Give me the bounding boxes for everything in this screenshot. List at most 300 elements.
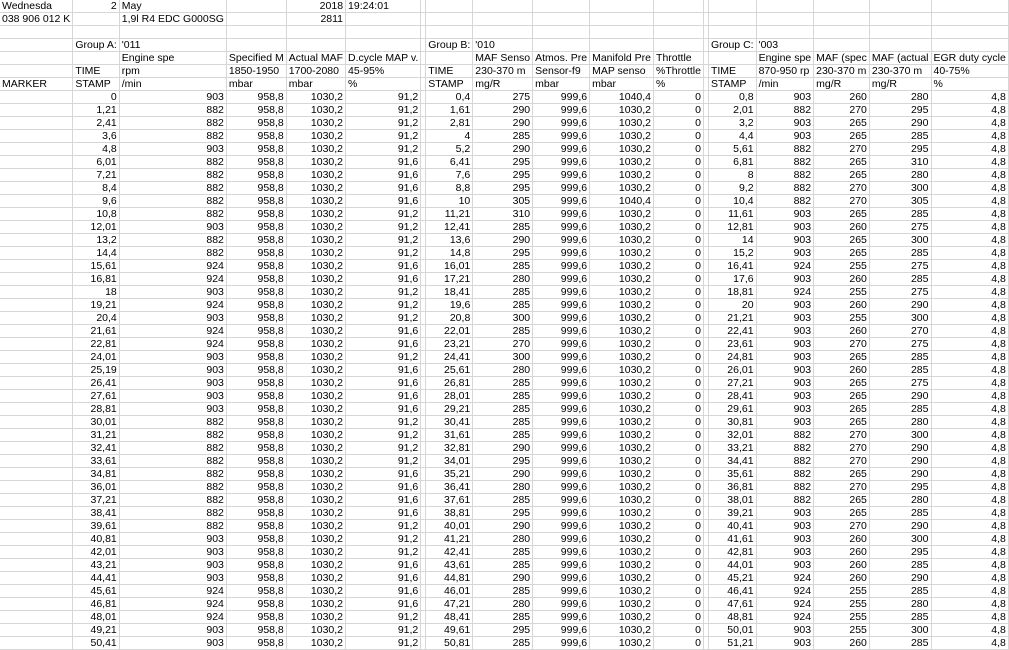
cell[interactable]: Specified M (226, 52, 286, 65)
cell[interactable]: 91,6 (346, 468, 421, 481)
cell[interactable] (0, 481, 73, 494)
cell[interactable]: EGR duty cycle (931, 52, 1008, 65)
cell[interactable] (590, 39, 654, 52)
cell[interactable]: 285 (869, 585, 931, 598)
cell[interactable]: 295 (473, 455, 533, 468)
cell[interactable]: Actual MAF (286, 52, 345, 65)
cell[interactable]: 260 (814, 91, 870, 104)
cell[interactable]: 9,2 (708, 182, 756, 195)
cell[interactable]: 44,81 (426, 572, 473, 585)
cell[interactable]: 275 (869, 221, 931, 234)
cell[interactable]: 0 (73, 91, 119, 104)
cell[interactable]: 50,01 (708, 624, 756, 637)
cell[interactable] (0, 91, 73, 104)
cell[interactable]: 0 (654, 247, 704, 260)
cell[interactable]: 25,19 (73, 364, 119, 377)
cell[interactable] (0, 325, 73, 338)
cell[interactable]: 290 (473, 117, 533, 130)
cell[interactable]: 290 (869, 117, 931, 130)
cell[interactable] (814, 13, 870, 26)
cell[interactable]: 882 (119, 507, 226, 520)
cell[interactable]: 903 (756, 117, 814, 130)
cell[interactable]: 91,6 (346, 273, 421, 286)
cell[interactable]: 882 (119, 481, 226, 494)
cell[interactable]: 91,2 (346, 442, 421, 455)
cell[interactable]: 1030,2 (590, 117, 654, 130)
cell[interactable]: 4,8 (931, 585, 1008, 598)
cell[interactable]: 255 (814, 286, 870, 299)
cell[interactable]: 958,8 (226, 130, 286, 143)
cell[interactable]: 1030,2 (286, 260, 345, 273)
cell[interactable]: 270 (814, 481, 870, 494)
cell[interactable]: 0 (654, 559, 704, 572)
cell[interactable]: 0 (654, 130, 704, 143)
cell[interactable]: 16,81 (73, 273, 119, 286)
cell[interactable]: 31,21 (73, 429, 119, 442)
cell[interactable]: 903 (119, 559, 226, 572)
cell[interactable]: 999,6 (533, 533, 590, 546)
cell[interactable]: 91,2 (346, 286, 421, 299)
cell[interactable]: 18,41 (426, 286, 473, 299)
cell[interactable]: Engine spe (119, 52, 226, 65)
cell[interactable]: 1030,2 (286, 585, 345, 598)
cell[interactable]: 36,81 (708, 481, 756, 494)
cell[interactable] (0, 104, 73, 117)
cell[interactable]: mbar (226, 78, 286, 91)
cell[interactable]: 46,01 (426, 585, 473, 598)
cell[interactable] (0, 585, 73, 598)
cell[interactable]: 33,21 (708, 442, 756, 455)
cell[interactable]: 265 (814, 390, 870, 403)
cell[interactable]: 255 (814, 312, 870, 325)
cell[interactable]: 91,6 (346, 182, 421, 195)
cell[interactable] (0, 273, 73, 286)
cell[interactable]: 300 (869, 429, 931, 442)
cell[interactable]: 958,8 (226, 455, 286, 468)
cell[interactable]: 999,6 (533, 169, 590, 182)
cell[interactable] (0, 26, 73, 39)
cell[interactable] (654, 26, 704, 39)
cell[interactable]: 903 (756, 637, 814, 650)
cell[interactable]: 285 (869, 247, 931, 260)
cell[interactable]: 26,81 (426, 377, 473, 390)
cell[interactable]: 255 (814, 585, 870, 598)
cell[interactable] (0, 143, 73, 156)
cell[interactable] (0, 195, 73, 208)
cell[interactable]: 1030,2 (590, 286, 654, 299)
cell[interactable]: 999,6 (533, 468, 590, 481)
cell[interactable]: 1030,2 (590, 455, 654, 468)
cell[interactable]: 91,6 (346, 572, 421, 585)
cell[interactable] (473, 26, 533, 39)
cell[interactable]: 903 (756, 130, 814, 143)
cell[interactable]: 280 (869, 169, 931, 182)
cell[interactable]: 44,41 (73, 572, 119, 585)
cell[interactable]: 40,01 (426, 520, 473, 533)
cell[interactable]: 999,6 (533, 325, 590, 338)
cell[interactable]: 999,6 (533, 403, 590, 416)
cell[interactable]: 958,8 (226, 494, 286, 507)
cell[interactable]: 91,2 (346, 455, 421, 468)
cell[interactable]: 1030,2 (590, 299, 654, 312)
cell[interactable]: 295 (473, 169, 533, 182)
cell[interactable]: 1030,2 (590, 403, 654, 416)
cell[interactable]: 48,81 (708, 611, 756, 624)
cell[interactable]: 1030,2 (286, 156, 345, 169)
cell[interactable]: 10,4 (708, 195, 756, 208)
cell[interactable]: 265 (814, 117, 870, 130)
cell[interactable]: 285 (473, 637, 533, 650)
cell[interactable]: 265 (814, 377, 870, 390)
cell[interactable]: 46,81 (73, 598, 119, 611)
cell[interactable]: 91,2 (346, 247, 421, 260)
cell[interactable]: 0 (654, 455, 704, 468)
cell[interactable]: 1030,2 (286, 364, 345, 377)
cell[interactable]: 280 (869, 416, 931, 429)
cell[interactable]: 1030,2 (590, 624, 654, 637)
cell[interactable]: 4,8 (931, 468, 1008, 481)
cell[interactable]: 1030,2 (590, 338, 654, 351)
cell[interactable]: 1030,2 (286, 104, 345, 117)
cell[interactable]: 4,8 (931, 416, 1008, 429)
cell[interactable]: 23,61 (708, 338, 756, 351)
cell[interactable]: 1030,2 (590, 546, 654, 559)
cell[interactable]: 265 (814, 169, 870, 182)
cell[interactable]: 11,61 (708, 208, 756, 221)
cell[interactable]: 924 (119, 273, 226, 286)
cell[interactable]: 17,6 (708, 273, 756, 286)
cell[interactable]: 999,6 (533, 520, 590, 533)
cell[interactable]: 882 (119, 520, 226, 533)
cell[interactable]: 1030,2 (286, 390, 345, 403)
cell[interactable]: '011 (119, 39, 226, 52)
cell[interactable]: 882 (119, 195, 226, 208)
cell[interactable]: 275 (869, 338, 931, 351)
cell[interactable] (756, 13, 814, 26)
cell[interactable]: 958,8 (226, 546, 286, 559)
cell[interactable]: 30,01 (73, 416, 119, 429)
cell[interactable]: 924 (119, 598, 226, 611)
cell[interactable] (0, 598, 73, 611)
cell[interactable] (0, 546, 73, 559)
cell[interactable] (0, 364, 73, 377)
cell[interactable]: 924 (119, 338, 226, 351)
cell[interactable]: 903 (756, 91, 814, 104)
cell[interactable]: 265 (814, 247, 870, 260)
cell[interactable]: 39,21 (708, 507, 756, 520)
cell[interactable]: 999,6 (533, 494, 590, 507)
cell[interactable]: 13,6 (426, 234, 473, 247)
cell[interactable]: 0 (654, 195, 704, 208)
cell[interactable]: 280 (869, 598, 931, 611)
cell[interactable]: 882 (119, 208, 226, 221)
cell[interactable]: 1030,2 (286, 208, 345, 221)
cell[interactable]: 91,2 (346, 299, 421, 312)
cell[interactable]: 903 (756, 351, 814, 364)
cell[interactable]: 12,81 (708, 221, 756, 234)
cell[interactable]: 15,2 (708, 247, 756, 260)
cell[interactable]: 19:24:01 (346, 0, 421, 13)
cell[interactable]: 1030,2 (286, 351, 345, 364)
cell[interactable]: 882 (756, 429, 814, 442)
cell[interactable]: 1030,2 (590, 247, 654, 260)
cell[interactable]: 22,01 (426, 325, 473, 338)
cell[interactable]: 0 (654, 312, 704, 325)
cell[interactable]: 49,21 (73, 624, 119, 637)
cell[interactable]: 270 (814, 455, 870, 468)
cell[interactable]: 280 (473, 481, 533, 494)
cell[interactable]: 91,2 (346, 637, 421, 650)
cell[interactable]: 924 (756, 572, 814, 585)
cell[interactable]: 24,01 (73, 351, 119, 364)
cell[interactable]: 903 (119, 286, 226, 299)
cell[interactable]: 882 (756, 195, 814, 208)
cell[interactable] (654, 0, 704, 13)
cell[interactable]: 35,61 (708, 468, 756, 481)
cell[interactable]: 275 (869, 260, 931, 273)
cell[interactable]: 882 (119, 130, 226, 143)
cell[interactable]: 91,6 (346, 494, 421, 507)
cell[interactable]: 91,2 (346, 312, 421, 325)
cell[interactable]: 903 (119, 533, 226, 546)
cell[interactable]: 14,8 (426, 247, 473, 260)
cell[interactable]: 305 (869, 195, 931, 208)
cell[interactable]: 999,6 (533, 624, 590, 637)
cell[interactable]: 4,8 (931, 377, 1008, 390)
cell[interactable]: 0 (654, 585, 704, 598)
cell[interactable]: 1,61 (426, 104, 473, 117)
cell[interactable]: 999,6 (533, 364, 590, 377)
cell[interactable]: 0 (654, 416, 704, 429)
cell[interactable]: 1030,2 (286, 325, 345, 338)
cell[interactable] (0, 117, 73, 130)
cell[interactable] (426, 52, 473, 65)
cell[interactable]: 1030,2 (590, 559, 654, 572)
cell[interactable]: 285 (869, 507, 931, 520)
cell[interactable]: 4,8 (931, 169, 1008, 182)
cell[interactable]: 260 (814, 533, 870, 546)
cell[interactable]: 6,41 (426, 156, 473, 169)
cell[interactable]: 4,8 (931, 312, 1008, 325)
cell[interactable] (0, 611, 73, 624)
cell[interactable]: 0 (654, 481, 704, 494)
cell[interactable]: 36,41 (426, 481, 473, 494)
cell[interactable]: 1030,2 (590, 364, 654, 377)
cell[interactable]: 1040,4 (590, 91, 654, 104)
cell[interactable]: 285 (473, 325, 533, 338)
cell[interactable]: 903 (756, 559, 814, 572)
cell[interactable]: 870-950 rp (756, 65, 814, 78)
cell[interactable]: 91,6 (346, 169, 421, 182)
cell[interactable]: 295 (473, 156, 533, 169)
cell[interactable]: 999,6 (533, 416, 590, 429)
cell[interactable]: 882 (756, 455, 814, 468)
cell[interactable]: 285 (473, 416, 533, 429)
cell[interactable]: 903 (119, 403, 226, 416)
cell[interactable]: 4,8 (931, 520, 1008, 533)
cell[interactable]: 0 (654, 234, 704, 247)
cell[interactable]: 4,8 (931, 546, 1008, 559)
cell[interactable] (0, 507, 73, 520)
cell[interactable]: 260 (814, 546, 870, 559)
cell[interactable]: 1030,2 (286, 559, 345, 572)
cell[interactable]: 1030,2 (590, 208, 654, 221)
cell[interactable]: 91,2 (346, 611, 421, 624)
cell[interactable]: 305 (473, 195, 533, 208)
cell[interactable]: 1030,2 (590, 312, 654, 325)
cell[interactable]: 0 (654, 104, 704, 117)
cell[interactable]: 958,8 (226, 442, 286, 455)
cell[interactable] (426, 0, 473, 13)
cell[interactable]: 999,6 (533, 260, 590, 273)
cell[interactable] (0, 390, 73, 403)
cell[interactable] (119, 26, 226, 39)
cell[interactable]: 4,8 (931, 507, 1008, 520)
cell[interactable] (0, 559, 73, 572)
cell[interactable]: 903 (119, 377, 226, 390)
cell[interactable]: 23,21 (426, 338, 473, 351)
cell[interactable]: 924 (119, 325, 226, 338)
cell[interactable]: 999,6 (533, 156, 590, 169)
cell[interactable]: 260 (814, 559, 870, 572)
cell[interactable]: 903 (119, 637, 226, 650)
cell[interactable]: 0 (654, 468, 704, 481)
cell[interactable]: 24,81 (708, 351, 756, 364)
cell[interactable]: Manifold Pre (590, 52, 654, 65)
cell[interactable]: 958,8 (226, 91, 286, 104)
cell[interactable] (931, 0, 1008, 13)
cell[interactable]: 0 (654, 221, 704, 234)
cell[interactable]: 290 (869, 468, 931, 481)
cell[interactable]: 0 (654, 117, 704, 130)
cell[interactable]: 4,8 (931, 364, 1008, 377)
cell[interactable]: 1030,2 (286, 377, 345, 390)
cell[interactable]: 280 (869, 91, 931, 104)
cell[interactable]: 0 (654, 598, 704, 611)
cell[interactable]: 37,21 (73, 494, 119, 507)
cell[interactable] (473, 0, 533, 13)
cell[interactable] (346, 13, 421, 26)
cell[interactable]: 999,6 (533, 481, 590, 494)
cell[interactable]: 903 (756, 325, 814, 338)
cell[interactable]: 0 (654, 429, 704, 442)
cell[interactable] (0, 338, 73, 351)
cell[interactable]: 20,4 (73, 312, 119, 325)
cell[interactable]: mg/R (869, 78, 931, 91)
cell[interactable]: 19,6 (426, 299, 473, 312)
cell[interactable] (654, 13, 704, 26)
cell[interactable]: STAMP (73, 78, 119, 91)
cell[interactable]: '003 (756, 39, 814, 52)
cell[interactable]: 2018 (286, 0, 345, 13)
cell[interactable]: 27,21 (708, 377, 756, 390)
cell[interactable]: 1030,2 (286, 416, 345, 429)
cell[interactable]: 270 (814, 104, 870, 117)
cell[interactable]: 999,6 (533, 221, 590, 234)
cell[interactable]: 924 (756, 611, 814, 624)
cell[interactable]: 1030,2 (286, 143, 345, 156)
cell[interactable]: 882 (119, 247, 226, 260)
cell[interactable] (0, 299, 73, 312)
cell[interactable]: 300 (869, 182, 931, 195)
cell[interactable]: 4,8 (931, 403, 1008, 416)
cell[interactable]: 999,6 (533, 429, 590, 442)
cell[interactable]: 6,81 (708, 156, 756, 169)
cell[interactable]: 7,6 (426, 169, 473, 182)
cell[interactable]: mg/R (473, 78, 533, 91)
cell[interactable]: 1030,2 (286, 507, 345, 520)
cell[interactable]: 4,8 (931, 325, 1008, 338)
cell[interactable]: TIME (73, 65, 119, 78)
cell[interactable]: 91,6 (346, 156, 421, 169)
cell[interactable]: 91,6 (346, 260, 421, 273)
cell[interactable]: 0,4 (426, 91, 473, 104)
cell[interactable]: 882 (756, 169, 814, 182)
cell[interactable]: 999,6 (533, 208, 590, 221)
cell[interactable]: 48,01 (73, 611, 119, 624)
cell[interactable]: 45-95% (346, 65, 421, 78)
cell[interactable]: 958,8 (226, 325, 286, 338)
cell[interactable]: 958,8 (226, 195, 286, 208)
cell[interactable]: 300 (869, 312, 931, 325)
cell[interactable]: 270 (814, 143, 870, 156)
cell[interactable]: 38,81 (426, 507, 473, 520)
cell[interactable]: 999,6 (533, 455, 590, 468)
cell[interactable]: 999,6 (533, 130, 590, 143)
cell[interactable]: 91,2 (346, 91, 421, 104)
cell[interactable] (708, 52, 756, 65)
cell[interactable]: 882 (119, 169, 226, 182)
cell[interactable]: 999,6 (533, 546, 590, 559)
cell[interactable]: 14,4 (73, 247, 119, 260)
cell[interactable]: 903 (756, 221, 814, 234)
cell[interactable]: MARKER (0, 78, 73, 91)
cell[interactable]: 903 (756, 520, 814, 533)
cell[interactable]: 1,9l R4 EDC G000SG (119, 13, 226, 26)
cell[interactable] (286, 26, 345, 39)
cell[interactable]: 1030,2 (590, 416, 654, 429)
cell[interactable]: 882 (119, 104, 226, 117)
cell[interactable]: 12,01 (73, 221, 119, 234)
cell[interactable]: 924 (119, 260, 226, 273)
cell[interactable]: 295 (473, 624, 533, 637)
cell[interactable]: 999,6 (533, 611, 590, 624)
cell[interactable]: 999,6 (533, 117, 590, 130)
cell[interactable]: 1030,2 (590, 520, 654, 533)
cell[interactable]: 903 (756, 624, 814, 637)
cell[interactable]: Group C: (708, 39, 756, 52)
cell[interactable]: 270 (814, 338, 870, 351)
cell[interactable]: /min (119, 78, 226, 91)
cell[interactable]: 19,21 (73, 299, 119, 312)
cell[interactable]: 295 (869, 143, 931, 156)
cell[interactable]: 285 (473, 429, 533, 442)
cell[interactable] (0, 169, 73, 182)
cell[interactable]: 903 (119, 312, 226, 325)
cell[interactable] (286, 39, 345, 52)
cell[interactable]: 4,8 (931, 182, 1008, 195)
cell[interactable]: 280 (473, 364, 533, 377)
cell[interactable]: 958,8 (226, 351, 286, 364)
cell[interactable]: 1030,2 (590, 104, 654, 117)
cell[interactable]: 999,6 (533, 247, 590, 260)
cell[interactable]: 265 (814, 507, 870, 520)
cell[interactable]: 958,8 (226, 234, 286, 247)
cell[interactable]: 1030,2 (286, 130, 345, 143)
cell[interactable]: 42,01 (73, 546, 119, 559)
cell[interactable] (814, 0, 870, 13)
cell[interactable]: 1030,2 (590, 273, 654, 286)
